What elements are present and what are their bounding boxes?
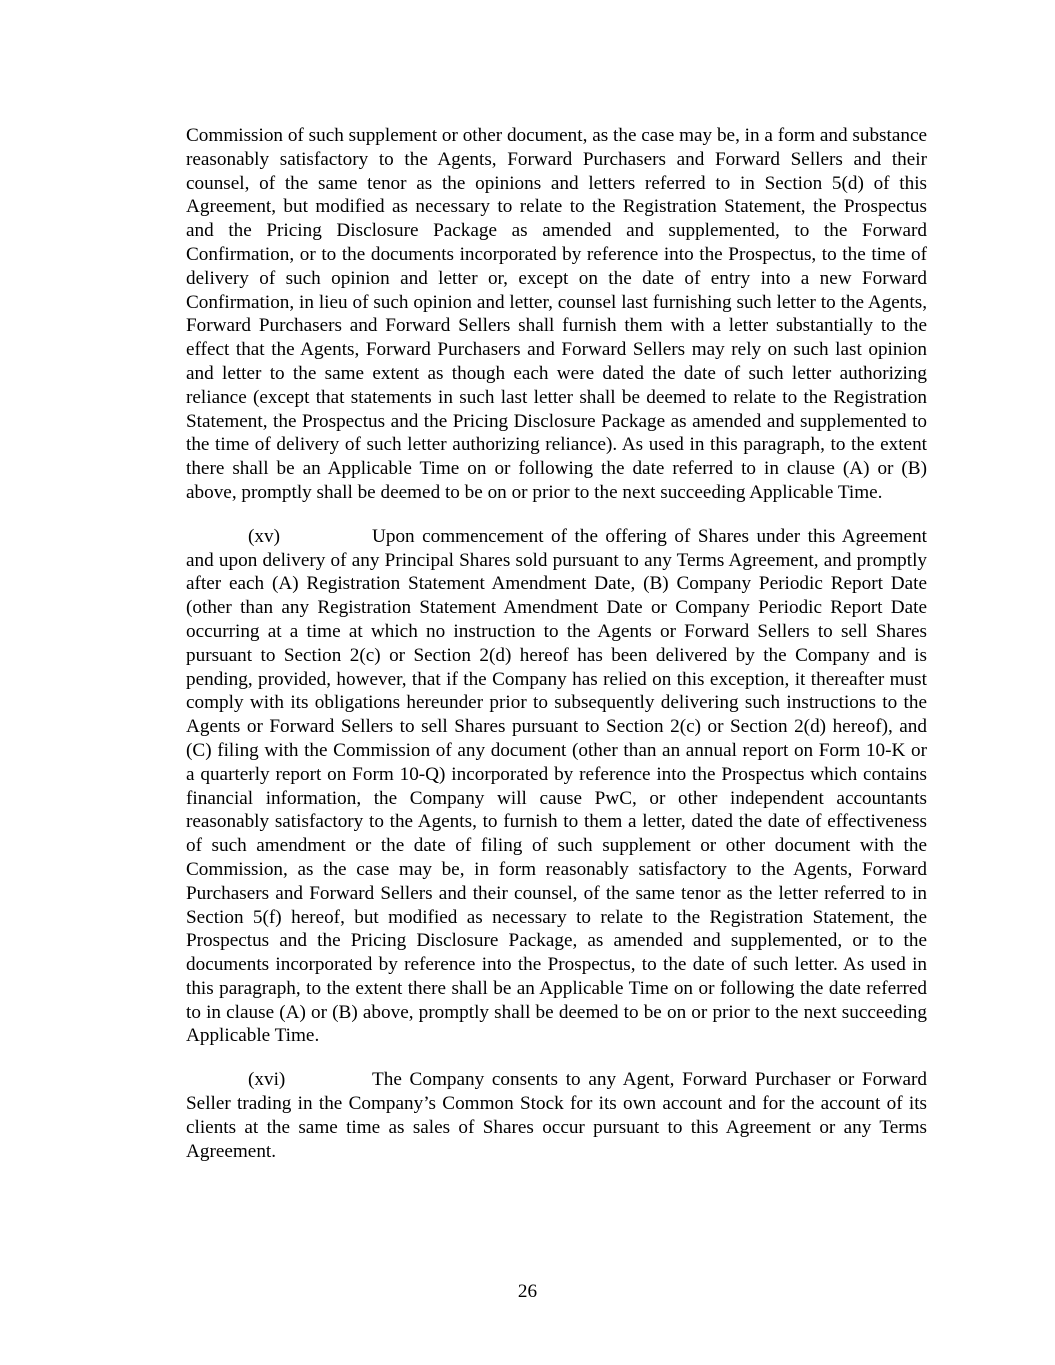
paragraph-text: The Company consents to any Agent, Forward Purchaser or Forward Seller trading in the Company’s Common Stock for its own account and for the account of its clients at the same time as sales of Shares occur pursuant to this Agreement or any Terms Agreement. [186, 1069, 927, 1162]
paragraph-number: (xv) [248, 525, 280, 547]
paragraph-text: Upon commencement of the offering of Shares under this Agreement and upon delivery of any Principal Shares sold pursuant to any Terms Agreement, and promptly after each (A) Registration Statement Amendment Date, (B) Company Periodic Report Date (other than any Registration Statement Amendment Date or Company Periodic Report Date occurring at a time at which no instruction to the Agents or Forward Sellers to sell Shares pursuant to Section 2(c) or Section 2(d) hereof has been delivered by the Company and is pending, provided, however, that if the Company has relied on this exception, it thereafter must comply with its obligations hereunder prior to subsequently delivering such instructions to the Agents or Forward Sellers to sell Shares pursuant to Section 2(c) or Section 2(d) hereof), and (C) filing with the Commission of any document (other than an annual report on Form 10-K or a quarterly report on Form 10-Q) incorporated by reference into the Prospectus which contains financial information, the Company will cause PwC, or other independent accountants reasonably satisfactory to the Agents, to furnish to them a letter, dated the date of effectiveness of such amendment or the date of filing of such supplement or other document with the Commission, as the case may be, in form reasonably satisfactory to the Agents, Forward Purchasers and Forward Sellers and their counsel, of the same tenor as the letter referred to in Section 5(f) hereof, but modified as necessary to relate to the Registration Statement, the Prospectus and the Pricing Disclosure Package, as amended and supplemented, or to the documents incorporated by reference into the Prospectus, to the date of such letter. As used in this paragraph, to the extent there shall be an Applicable Time on or following the date referred to in clause (A) or (B) above, promptly shall be deemed to be on or prior to the next succeeding Applicable Time. [186, 525, 927, 1047]
page-number: 26 [517, 1281, 538, 1302]
paragraph-xv [186, 525, 927, 1049]
paragraph-number: (xvi) [248, 1069, 286, 1091]
paragraph-continuation [186, 124, 927, 505]
paragraph-text: Commission of such supplement or other document, as the case may be, in a form and substance reasonably satisfactory to the Agents, Forward Purchasers and Forward Sellers and their counsel, of the same tenor as the opinions and letters referred to in Section 5(d) of this Agreement, but modified as necessary to relate to the Registration Statement, the Prospectus and the Pricing Disclosure Package as amended and supplemented, to the Forward Confirmation, or to the documents incorporated by reference into the Prospectus, to the time of delivery of such opinion and letter or, except on the date of entry into a new Forward Confirmation, in lieu of such opinion and letter, counsel last furnishing such letter to the Agents, Forward Purchasers and Forward Sellers shall furnish them with a letter substantially to the effect that the Agents, Forward Purchasers and Forward Sellers may rely on such last opinion and letter to the same extent as though each were dated the date of such letter authorizing reliance (except that statements in such last letter shall be deemed to relate to the Registration Statement, the Prospectus and the Pricing Disclosure Package as amended and supplemented to the time of delivery of such letter authorizing reliance). As used in this paragraph, to the extent there shall be an Applicable Time on or following the date referred to in clause (A) or (B) above, promptly shall be deemed to be on or prior to the next succeeding Applicable Time. [186, 125, 927, 503]
paragraph-xvi [186, 1068, 927, 1163]
document-body [186, 124, 927, 1163]
